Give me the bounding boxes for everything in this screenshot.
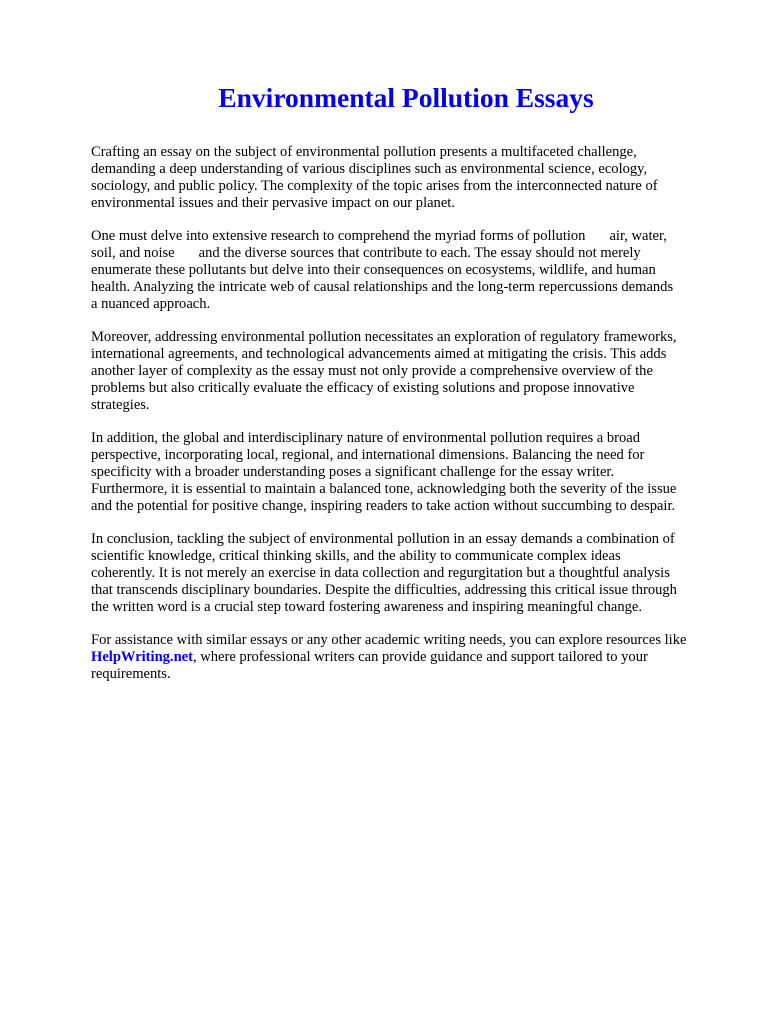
- paragraph-line: In addition, the global and interdisciplinary nature of environmental pollution requires a broad: [91, 430, 640, 446]
- paragraph-4: [91, 430, 741, 515]
- paragraph-line: international agreements, and technological advancements aimed at mitigating the crisis. This adds: [91, 346, 667, 362]
- paragraph-line: sociology, and public policy. The complexity of the topic arises from the interconnected nature of: [91, 178, 658, 194]
- paragraph-line: specificity with a broader understanding poses a significant challenge for the essay writer.: [91, 464, 615, 480]
- paragraph-line: enumerate these pollutants but delve into their consequences on ecosystems, wildlife, and human: [91, 262, 656, 278]
- paragraph-line: health. Analyzing the intricate web of causal relationships and the long-term repercussions demands: [91, 279, 674, 295]
- paragraph-1: [91, 144, 741, 212]
- paragraph-line: and the potential for positive change, inspiring readers to take action without succumbing to despair.: [91, 498, 676, 514]
- document-title: Environmental Pollution Essays: [218, 82, 594, 113]
- paragraph-line: the written word is a crucial step toward fostering awareness and inspiring meaningful change.: [91, 599, 642, 615]
- paragraph-text: soil, and noise: [91, 245, 175, 261]
- paragraph-line: Furthermore, it is essential to maintain a balanced tone, acknowledging both the severity of the issue: [91, 481, 677, 497]
- paragraph-line: [91, 649, 741, 666]
- paragraph-line: environmental issues and their pervasive impact on our planet.: [91, 195, 455, 211]
- paragraph-line: perspective, incorporating local, regional, and international dimensions. Balancing the need for: [91, 447, 645, 463]
- paragraph-text: , where professional writers can provide guidance and support tailored to your: [192, 649, 648, 665]
- paragraph-line: Moreover, addressing environmental pollution necessitates an exploration of regulatory frameworks,: [91, 329, 677, 345]
- paragraph-line: demanding a deep understanding of various disciplines such as environmental science, ecology,: [91, 161, 648, 177]
- paragraph-text: air, water,: [609, 228, 667, 244]
- document-body: [91, 144, 741, 699]
- paragraph-6: [91, 632, 741, 683]
- paragraph-2: [91, 228, 741, 313]
- paragraph-line: a nuanced approach.: [91, 296, 211, 312]
- paragraph-line: scientific knowledge, critical thinking skills, and the ability to communicate complex ideas: [91, 548, 621, 564]
- paragraph-line: strategies.: [91, 397, 150, 413]
- paragraph-line: In conclusion, tackling the subject of environmental pollution in an essay demands a combination of: [91, 531, 675, 547]
- paragraph-text: and the diverse sources that contribute to each. The essay should not merely: [198, 245, 641, 261]
- paragraph-line: [91, 228, 741, 245]
- paragraph-5: [91, 531, 741, 616]
- paragraph-line: For assistance with similar essays or any other academic writing needs, you can explore resources like: [91, 632, 687, 648]
- paragraph-line: requirements.: [91, 666, 171, 682]
- paragraph-line: Crafting an essay on the subject of environmental pollution presents a multifaceted challenge,: [91, 144, 637, 160]
- paragraph-line: that transcends disciplinary boundaries. Despite the difficulties, addressing this critical issue through: [91, 582, 677, 598]
- helpwriting-link[interactable]: HelpWriting.net: [91, 649, 193, 665]
- paragraph-line: another layer of complexity as the essay must not only provide a comprehensive overview of the: [91, 363, 653, 379]
- paragraph-line: [91, 245, 741, 262]
- paragraph-line: problems but also critically evaluate the efficacy of existing solutions and propose innovative: [91, 380, 635, 396]
- paragraph-line: coherently. It is not merely an exercise in data collection and regurgitation but a thoughtful analysis: [91, 565, 670, 581]
- paragraph-3: [91, 329, 741, 414]
- paragraph-text: One must delve into extensive research to comprehend the myriad forms of pollution: [91, 228, 586, 244]
